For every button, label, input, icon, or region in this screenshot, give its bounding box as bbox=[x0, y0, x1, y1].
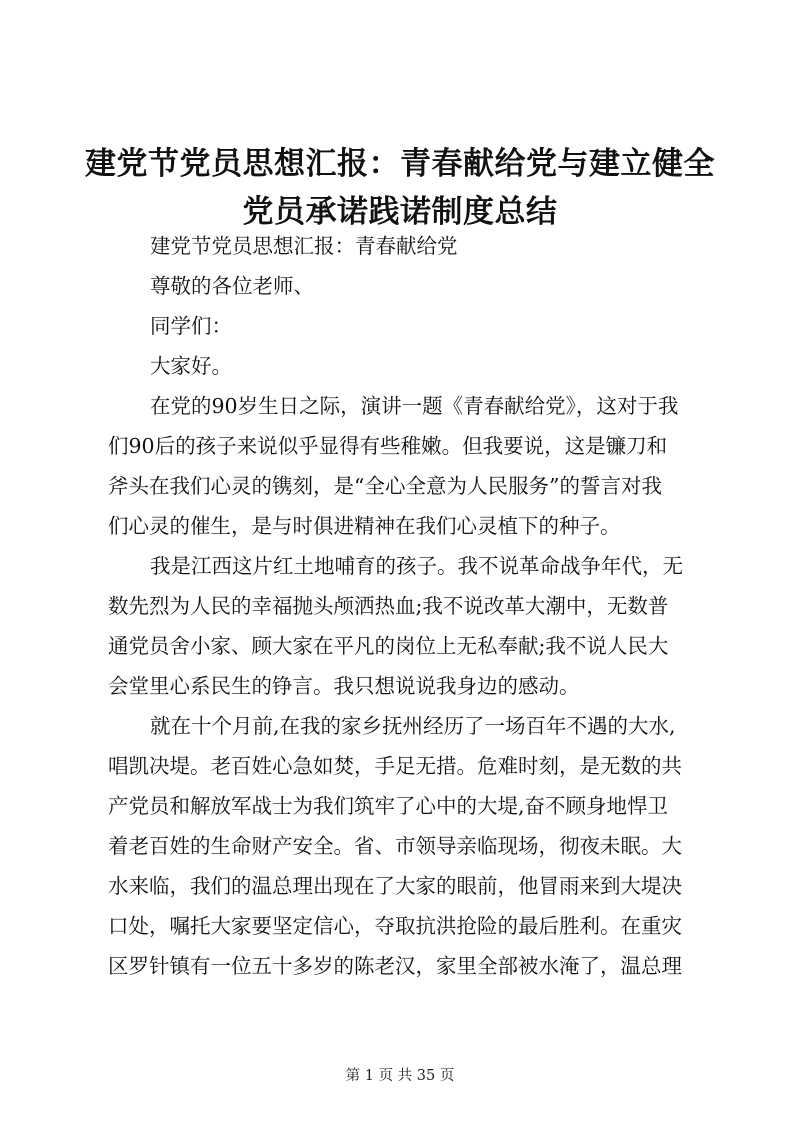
paragraph bbox=[108, 706, 708, 986]
page-footer bbox=[0, 1064, 800, 1085]
paragraph-line: 同学们： bbox=[150, 314, 232, 338]
paragraph-line: 通党员舍小家、顾大家在平凡的岗位上无私奉献;我不说人民大 bbox=[108, 634, 669, 658]
document-body bbox=[108, 226, 708, 986]
paragraph bbox=[108, 546, 708, 706]
title-line: 党员承诺践诺制度总结 bbox=[242, 194, 558, 230]
page-number-label: 第 1 页 共 35 页 bbox=[345, 1068, 455, 1084]
paragraph-line: 水来临，我们的温总理出现在了大家的眼前，他冒雨来到大堤决 bbox=[108, 874, 682, 898]
paragraph bbox=[108, 226, 708, 266]
paragraph-line: 数先烈为人民的幸福抛头颅洒热血;我不说改革大潮中，无数普 bbox=[108, 594, 669, 618]
paragraph-line: 建党节党员思想汇报：青春献给党 bbox=[150, 234, 458, 258]
paragraph-line: 口处，嘱托大家要坚定信心，夺取抗洪抢险的最后胜利。在重灾 bbox=[108, 914, 682, 938]
paragraph-line: 们90后的孩子来说似乎显得有些稚嫩。但我要说，这是镰刀和 bbox=[108, 434, 668, 458]
paragraph-line: 着老百姓的生命财产安全。省、市领导亲临现场，彻夜未眠。大 bbox=[108, 834, 682, 858]
document-title bbox=[60, 140, 740, 236]
paragraph-line: 我是江西这片红土地哺育的孩子。我不说革命战争年代，无 bbox=[150, 554, 683, 578]
paragraph-line: 就在十个月前,在我的家乡抚州经历了一场百年不遇的大水, bbox=[150, 714, 676, 738]
paragraph-line: 尊敬的各位老师、 bbox=[150, 274, 314, 298]
paragraph bbox=[108, 266, 708, 306]
title-line: 建党节党员思想汇报：青春献给党与建立健全 bbox=[85, 146, 715, 182]
paragraph bbox=[108, 306, 708, 346]
paragraph-line: 产党员和解放军战士为我们筑牢了心中的大堤,奋不顾身地悍卫 bbox=[108, 794, 669, 818]
paragraph-line: 在党的90岁生日之际，演讲一题《青春献给党》，这对于我 bbox=[150, 394, 679, 418]
paragraph-line: 会堂里心系民生的铮言。我只想说说我身边的感动。 bbox=[108, 674, 580, 698]
paragraph bbox=[108, 386, 708, 546]
paragraph bbox=[108, 346, 708, 386]
paragraph-line: 们心灵的催生，是与时俱进精神在我们心灵植下的种子。 bbox=[108, 514, 621, 538]
paragraph-line: 斧头在我们心灵的镌刻，是“全心全意为人民服务”的誓言对我 bbox=[108, 474, 662, 498]
paragraph-line: 区罗针镇有一位五十多岁的陈老汉，家里全部被水淹了，温总理 bbox=[108, 954, 682, 978]
paragraph-line: 大家好。 bbox=[150, 354, 232, 378]
paragraph-line: 唱凯决堤。老百姓心急如焚，手足无措。危难时刻，是无数的共 bbox=[108, 754, 682, 778]
